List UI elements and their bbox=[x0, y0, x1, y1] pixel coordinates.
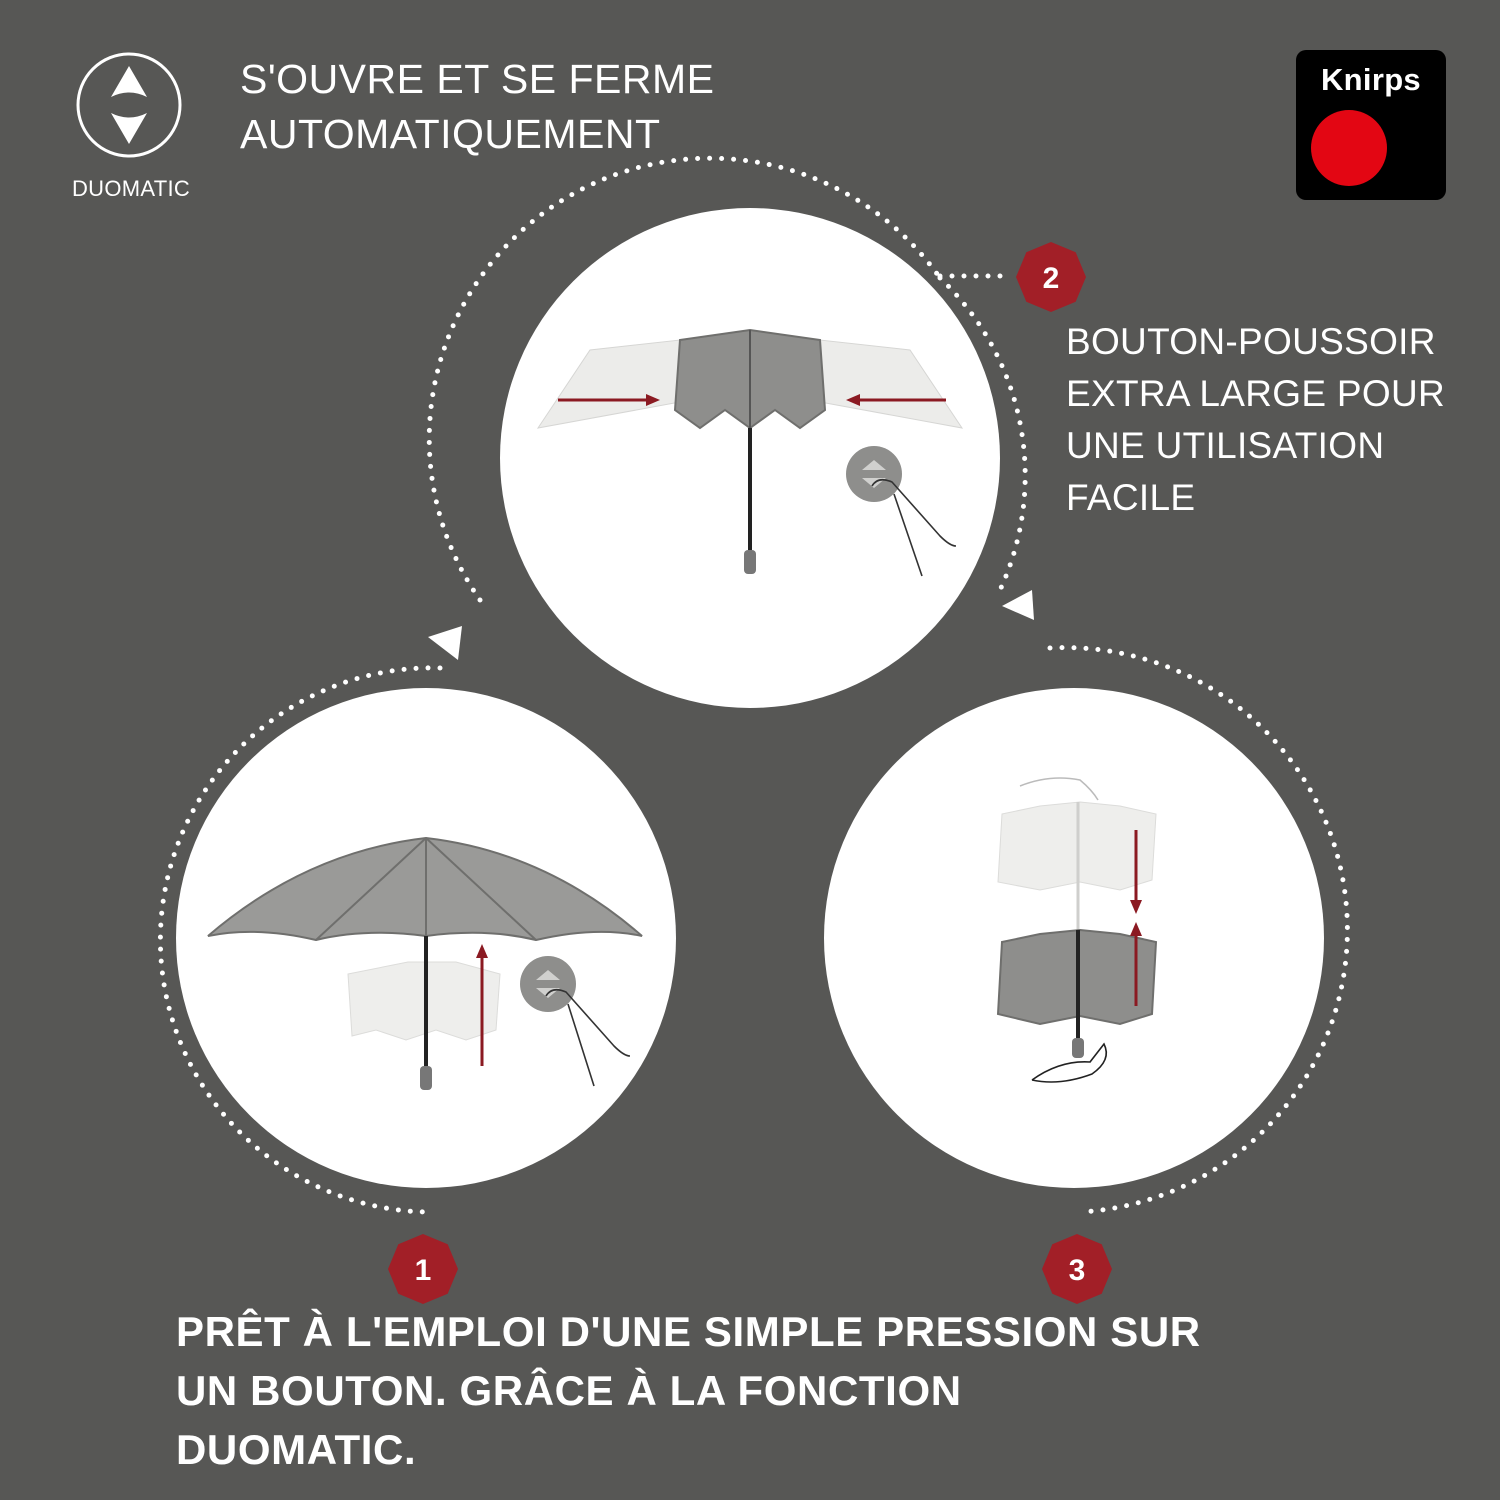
step-2-description: BOUTON-POUSSOIR EXTRA LARGE POUR UNE UTILISATION FACILE bbox=[1066, 321, 1446, 518]
step-1-badge bbox=[386, 1232, 460, 1306]
push-button-icon bbox=[520, 956, 576, 1012]
hand-icon bbox=[1020, 778, 1098, 800]
page-title: S'OUVRE ET SE FERME AUTOMATIQUEMENT bbox=[240, 56, 715, 157]
step-2-badge bbox=[1014, 240, 1088, 314]
step-2-number: 2 bbox=[1042, 262, 1060, 295]
duomatic-label: DUOMATIC bbox=[71, 176, 191, 201]
arrow-head bbox=[428, 626, 462, 660]
step-1-number: 1 bbox=[414, 1254, 432, 1287]
push-button-icon bbox=[846, 446, 902, 502]
hand-icon bbox=[1032, 1044, 1106, 1082]
step-1-illustration bbox=[196, 830, 656, 1110]
footer-text: PRÊT À L'EMPLOI D'UNE SIMPLE PRESSION SUR UN BOUTON. GRÂCE À LA FONCTION DUOMATIC. bbox=[176, 1308, 1201, 1473]
step-3-illustration bbox=[980, 770, 1180, 1090]
brand-name: Knirps bbox=[1321, 62, 1421, 97]
step-3-number: 3 bbox=[1068, 1254, 1086, 1287]
arrow-head bbox=[1002, 590, 1034, 620]
step-2-illustration bbox=[520, 310, 980, 590]
step-3-badge bbox=[1040, 1232, 1114, 1306]
